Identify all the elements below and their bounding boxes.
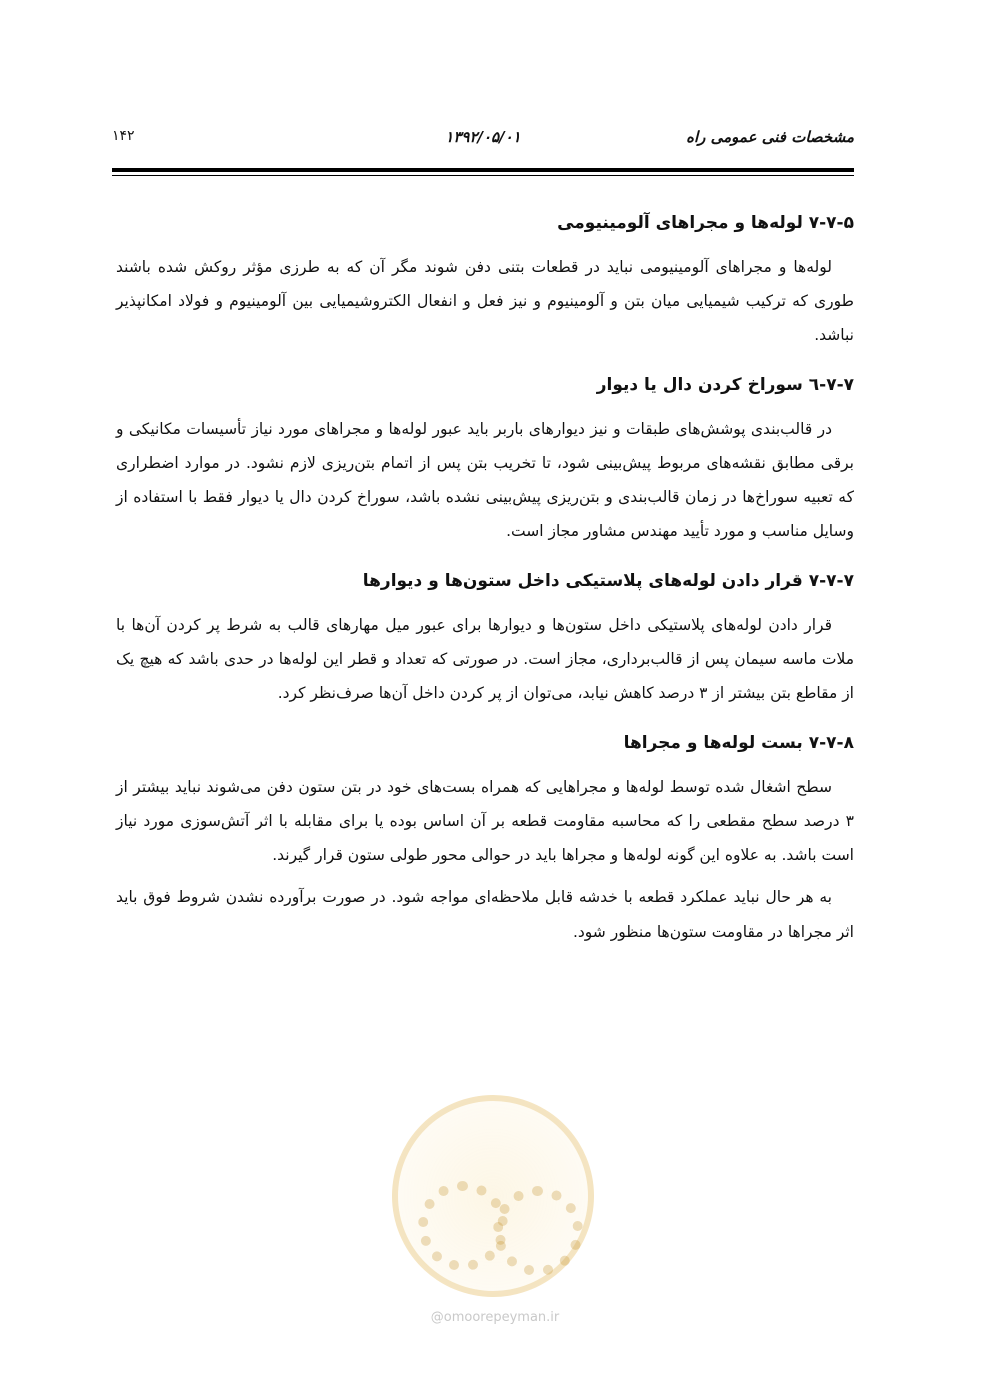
- section-heading: ۷-۷-۸ بست لوله‌ها و مجراها: [623, 733, 854, 754]
- section-paragraph: در قالب‌بندی پوشش‌های طبقات و نیز دیوارهای باربر باید عبور لوله‌ها و مجراهای مورد نیاز تأسیسات مکانیکی و برقی مطابق نقشه‌های مربوط پیش‌بینی شود، تا تخریب بتن پس از اتمام بتن‌ریزی لازم نشود. در موارد اضطراری که تعبیه سوراخ‌ها در زمان قالب‌بندی و بتن‌ریزی پیش‌بینی نشده باشد، سوراخ کردن دال یا دیوار فقط با استفاده از وسایل مناسب و مورد تأیید مهندس مشاور مجاز است.: [116, 419, 854, 541]
- header-date: ۱۳۹۲/۰۵/۰۱: [445, 128, 521, 146]
- section-7-7-8: [116, 732, 854, 948]
- section-paragraph: قرار دادن لوله‌های پلاستیکی داخل ستون‌ها و دیوارها برای عبور میل مهارهای قالب به شرط پر کردن آن‌ها با ملات ماسه سیمان پس از قالب‌برداری، مجاز است. در صورتی که تعداد و قطر این لوله‌ها در حدی باشد که هیچ یک از مقاطع بتن بیشتر از ۳ درصد کاهش نیابد، می‌توان از پر کردن داخل آن‌ها صرف‌نظر کرد.: [116, 616, 854, 703]
- section-paragraph: به هر حال نباید عملکرد قطعه با خدشه قابل ملاحظه‌ای مواجه شود. در صورت برآورده نشدن شروط فوق باید اثر مجراها در مقاومت ستون‌ها منظور شود.: [116, 888, 854, 941]
- section-heading: ۷-۷-۵ لوله‌ها و مجراهای آلومینیومی: [557, 213, 854, 233]
- watermark-gear-icon: [493, 1186, 583, 1276]
- section-paragraph: لوله‌ها و مجراهای آلومینیومی نباید در قطعات بتنی دفن شوند مگر آن که به طرزی مؤثر روکش شده باشند طوری که ترکیب شیمیایی میان بتن و آلومینیوم و نیز فعل و انفعال الکتروشیمیایی بین آلومینیوم و فولاد امکانپذیر نباشد.: [116, 257, 854, 344]
- page-number: ۱۴۲: [112, 128, 135, 144]
- section-heading: ۷-۷-۷ قرار دادن لوله‌های پلاستیکی داخل ستون‌ها و دیوارها: [362, 571, 854, 592]
- section-7-7-7: [116, 570, 854, 710]
- section-paragraph: سطح اشغال شده توسط لوله‌ها و مجراهایی که همراه بست‌های خود در بتن ستون دفن می‌شوند نباید بیشتر از ۳ درصد سطح مقطعی را که محاسبه مقاومت قطعه بر آن اساس بوده یا برای مقابله با اثر آتش‌سوزی مورد نیاز است باشد. به علاوه این گونه لوله‌ها و مجراها باید در حوالی محور طولی ستون قرار گیرند.: [116, 778, 854, 865]
- section-7-7-6: [116, 374, 854, 548]
- document-body: [116, 212, 854, 957]
- page-header: [112, 128, 854, 158]
- section-heading: ۷-۷-٦ سوراخ کردن دال یا دیوار: [596, 375, 854, 396]
- watermark-url: @omoorepeyman.ir: [430, 1310, 560, 1325]
- watermark-logo: [392, 1095, 594, 1297]
- header-title: مشخصات فنی عمومی راه: [686, 128, 854, 146]
- header-rule-thin: [112, 175, 854, 176]
- section-7-7-5: [116, 212, 854, 352]
- header-rule-thick: [112, 168, 854, 172]
